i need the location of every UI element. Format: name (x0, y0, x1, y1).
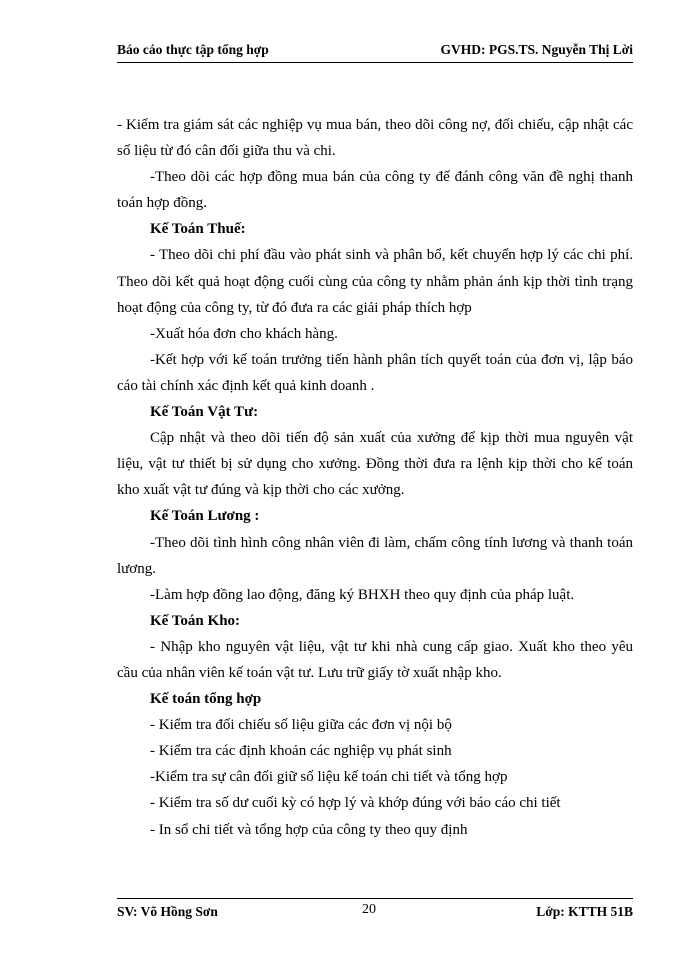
body-paragraph: -Theo dõi tình hình công nhân viên đi làm, chấm công tính lương và thanh toán lương. (117, 534, 633, 577)
list-item: - Kiểm tra số dư cuối kỳ có hợp lý và khớp đúng với báo cáo chi tiết (150, 795, 561, 812)
body-paragraph: - Kiểm tra giám sát các nghiệp vụ mua bán, theo dõi công nợ, đối chiếu, cập nhật các số liệu từ đó cân đối giữa thu và chi. (117, 117, 633, 160)
page-header (117, 40, 633, 63)
body-paragraph: -Làm hợp đồng lao động, đăng ký BHXH theo quy định của pháp luật. (150, 586, 575, 603)
section-heading: Kế Toán Lương : (150, 508, 260, 525)
header-supervisor: GVHD: PGS.TS. Nguyễn Thị Lời (440, 42, 633, 57)
document-body (117, 112, 633, 843)
body-paragraph: -Xuất hóa đơn cho khách hàng. (150, 325, 338, 342)
body-paragraph: - Theo dõi chi phí đầu vào phát sinh và phân bổ, kết chuyển hợp lý các chi phí. Theo dõi kết quả hoạt động cuối cùng của công ty nhằm phản ánh kịp thời tình trạng hoạt động của công ty, từ đó đưa ra các giải pháp thích hợp (117, 247, 633, 316)
page-footer (117, 902, 633, 924)
footer-class: Lớp: KTTH 51B (536, 904, 633, 919)
page-number: 20 (362, 902, 376, 917)
body-paragraph: - Nhập kho nguyên vật liệu, vật tư khi nhà cung cấp giao. Xuất kho theo yêu cầu của nhân viên kế toán vật tư. Lưu trữ giấy tờ xuất nhập kho. (117, 638, 633, 681)
footer-divider (117, 898, 633, 899)
body-paragraph: -Kết hợp với kế toán trưởng tiến hành phân tích quyết toán của đơn vị, lập báo cáo tài chính xác định kết quả kinh doanh . (117, 351, 633, 394)
section-heading: Kế Toán Vật Tư: (150, 404, 259, 421)
body-paragraph: Cập nhật và theo dõi tiến độ sản xuất của xưởng để kịp thời mua nguyên vật liệu, vật tư thiết bị sử dụng cho xưởng. Đồng thời đưa ra lệnh kịp thời cho kế toán kho xuất vật tư đúng và kịp thời cho các xưởng. (117, 430, 633, 499)
header-report-title: Báo cáo thực tập tổng hợp (117, 42, 269, 57)
section-heading: Kế Toán Thuế: (150, 221, 246, 238)
list-item: - In sổ chi tiết và tổng hợp của công ty theo quy định (150, 821, 468, 838)
section-heading: Kế toán tổng hợp (150, 691, 262, 708)
footer-student: SV: Võ Hồng Sơn (117, 904, 218, 919)
list-item: - Kiểm tra đối chiếu số liệu giữa các đơn vị nội bộ (150, 717, 452, 734)
body-paragraph: -Theo dõi các hợp đồng mua bán của công ty để đánh công văn đề nghị thanh toán hợp đồng. (117, 169, 633, 212)
list-item: -Kiểm tra sự cân đối giữ số liệu kế toán chi tiết và tổng hợp (150, 769, 508, 786)
list-item: - Kiểm tra các định khoản các nghiệp vụ phát sinh (150, 743, 452, 760)
section-heading: Kế Toán Kho: (150, 612, 241, 629)
